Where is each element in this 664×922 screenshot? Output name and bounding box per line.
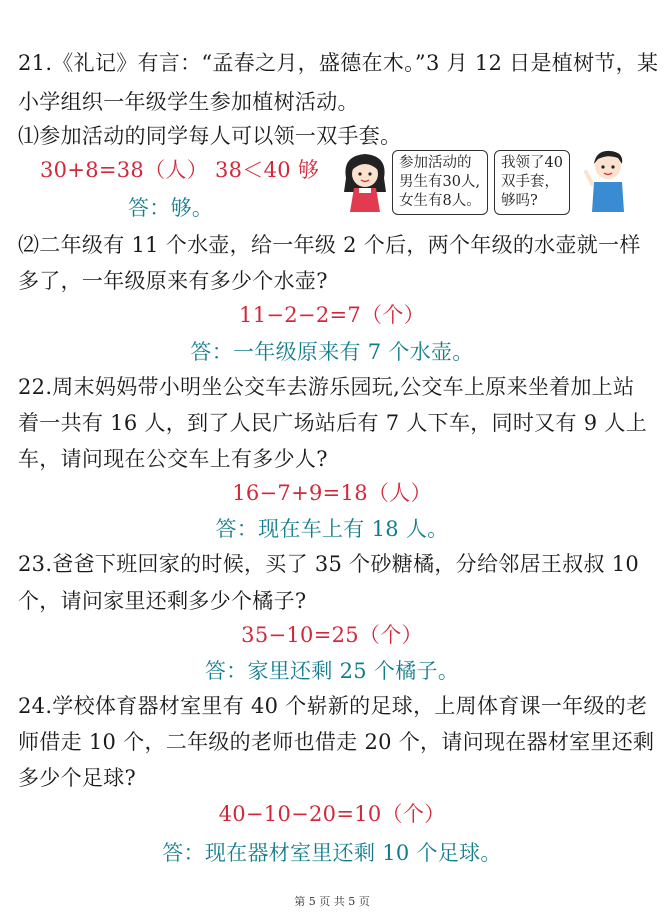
q24-calculation: 40−10−20=10（个） bbox=[218, 802, 446, 826]
q21-part1-calculation: 30+8=38（人） 38＜40 够 bbox=[40, 158, 320, 182]
q21-part1-answer: 答：够。 bbox=[128, 196, 214, 220]
q22-answer: 答：现在车上有 18 人。 bbox=[215, 517, 449, 541]
q22-line-1: 22.周末妈妈带小明坐公交车去游乐园玩,公交车上原来坐着加上站 bbox=[18, 375, 635, 399]
q21-part2-line-1: ⑵二年级有 11 个水壶，给一年级 2 个后，两个年级的水壶就一样 bbox=[18, 233, 641, 257]
q23-answer: 答：家里还剩 25 个橘子。 bbox=[204, 659, 460, 683]
q21-part1-question: ⑴参加活动的同学每人可以领一双手套。 bbox=[18, 124, 402, 148]
q24-line-1: 24.学校体育器材室里有 40 个崭新的足球，上周体育课一年级的老 bbox=[18, 694, 648, 718]
boy-illustration bbox=[584, 146, 634, 216]
girl-speech-bubble bbox=[392, 150, 488, 215]
boy-bubble-line-3: 够吗? bbox=[501, 193, 538, 209]
boy-bubble-line-1: 我领了40 bbox=[501, 155, 563, 171]
q22-line-2: 着一共有 16 人，到了人民广场站后有 7 人下车，同时又有 9 人上 bbox=[18, 411, 647, 435]
girl-bubble-line-1: 参加活动的 bbox=[399, 155, 472, 171]
page-number: 第 5 页 共 5 页 bbox=[294, 895, 370, 908]
q21-part2-line-2: 多了，一年级原来有多少个水壶? bbox=[18, 269, 328, 293]
girl-bubble-line-3: 女生有8人。 bbox=[399, 193, 481, 209]
q24-line-2: 师借走 10 个，二年级的老师也借走 20 个，请问现在器材室里还剩 bbox=[18, 730, 655, 754]
q24-line-3: 多少个足球? bbox=[18, 766, 137, 790]
q21-line-1: 21.《礼记》有言：“孟春之月，盛德在木。”3 月 12 日是植树节，某 bbox=[18, 51, 659, 75]
q23-calculation: 35−10=25（个） bbox=[241, 623, 423, 647]
q21-part2-answer: 答：一年级原来有 7 个水壶。 bbox=[190, 340, 474, 364]
q21-part2-calculation: 11−2−2=7（个） bbox=[239, 303, 425, 327]
q23-line-1: 23.爸爸下班回家的时候，买了 35 个砂糖橘，分给邻居王叔叔 10 bbox=[18, 552, 640, 576]
q21-line-2: 小学组织一年级学生参加植树活动。 bbox=[18, 90, 359, 114]
q24-answer: 答：现在器材室里还剩 10 个足球。 bbox=[162, 841, 502, 865]
q22-line-3: 车，请问现在公交车上有多少人? bbox=[18, 447, 328, 471]
boy-speech-bubble bbox=[494, 150, 570, 215]
q22-calculation: 16−7+9=18（人） bbox=[232, 481, 432, 505]
girl-bubble-line-2: 男生有30人, bbox=[399, 174, 481, 190]
girl-illustration bbox=[340, 148, 390, 216]
q23-line-2: 个，请问家里还剩多少个橘子? bbox=[18, 589, 307, 613]
boy-bubble-line-2: 双手套， bbox=[501, 174, 559, 190]
